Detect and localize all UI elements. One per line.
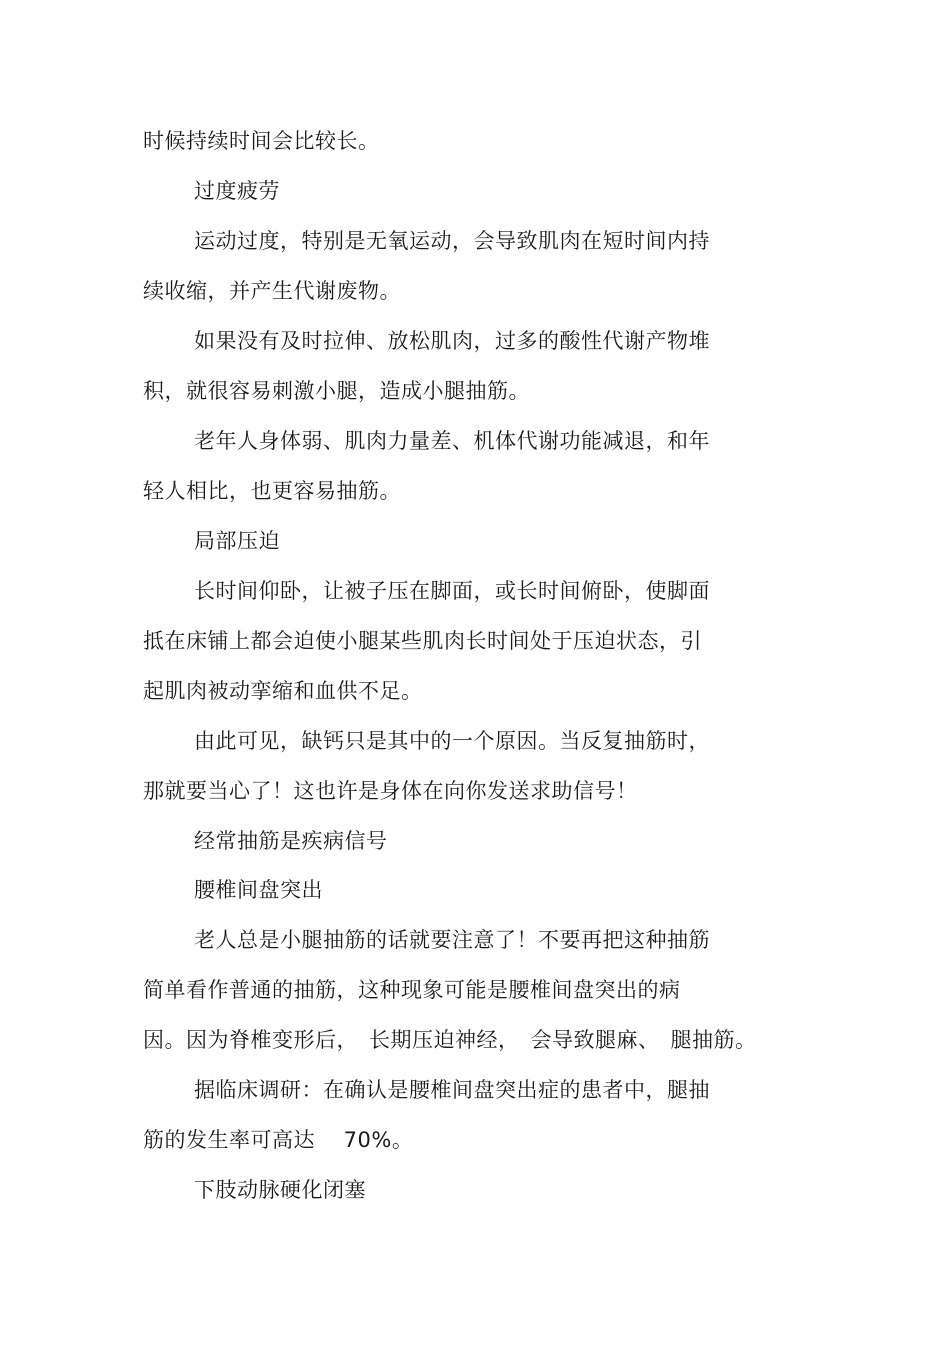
section-heading-disc-herniation: 腰椎间盘突出: [194, 878, 323, 902]
paragraph-line: 抵在床铺上都会迫使小腿某些肌肉长时间处于压迫状态，引: [143, 629, 702, 653]
paragraph-line: 老年人身体弱、肌肉力量差、机体代谢功能减退，和年: [194, 429, 710, 453]
section-heading-disease-signal: 经常抽筋是疾病信号: [194, 829, 388, 853]
paragraph-line: 长时间仰卧，让被子压在脚面，或长时间俯卧，使脚面: [194, 579, 710, 603]
section-heading-arteriosclerosis: 下肢动脉硬化闭塞: [194, 1178, 366, 1202]
paragraph-line: 时候持续时间会比较长。: [143, 129, 380, 153]
paragraph-line: 据临床调研：在确认是腰椎间盘突出症的患者中，腿抽: [194, 1078, 710, 1102]
paragraph-line: 那就要当心了！这也许是身体在向你发送求助信号！: [143, 779, 638, 803]
paragraph-line: 积，就很容易刺激小腿，造成小腿抽筋。: [143, 379, 530, 403]
paragraph-line: 运动过度，特别是无氧运动，会导致肌肉在短时间内持: [194, 229, 710, 253]
paragraph-line: 筋的发生率可高达 70%。: [143, 1128, 414, 1152]
paragraph-line: 由此可见，缺钙只是其中的一个原因。当反复抽筋时，: [194, 729, 710, 753]
paragraph-line: 起肌肉被动挛缩和血供不足。: [143, 679, 423, 703]
section-heading-compression: 局部压迫: [194, 529, 280, 553]
paragraph-line: 轻人相比，也更容易抽筋。: [143, 479, 401, 503]
section-heading-fatigue: 过度疲劳: [194, 179, 280, 203]
paragraph-line: 老人总是小腿抽筋的话就要注意了！不要再把这种抽筋: [194, 928, 710, 952]
paragraph-line: 续收缩，并产生代谢废物。: [143, 279, 401, 303]
paragraph-line: 如果没有及时拉伸、放松肌肉，过多的酸性代谢产物堆: [194, 329, 710, 353]
paragraph-line: 因。因为脊椎变形后， 长期压迫神经， 会导致腿麻、 腿抽筋。: [143, 1028, 757, 1052]
paragraph-line: 简单看作普通的抽筋，这种现象可能是腰椎间盘突出的病: [143, 978, 681, 1002]
